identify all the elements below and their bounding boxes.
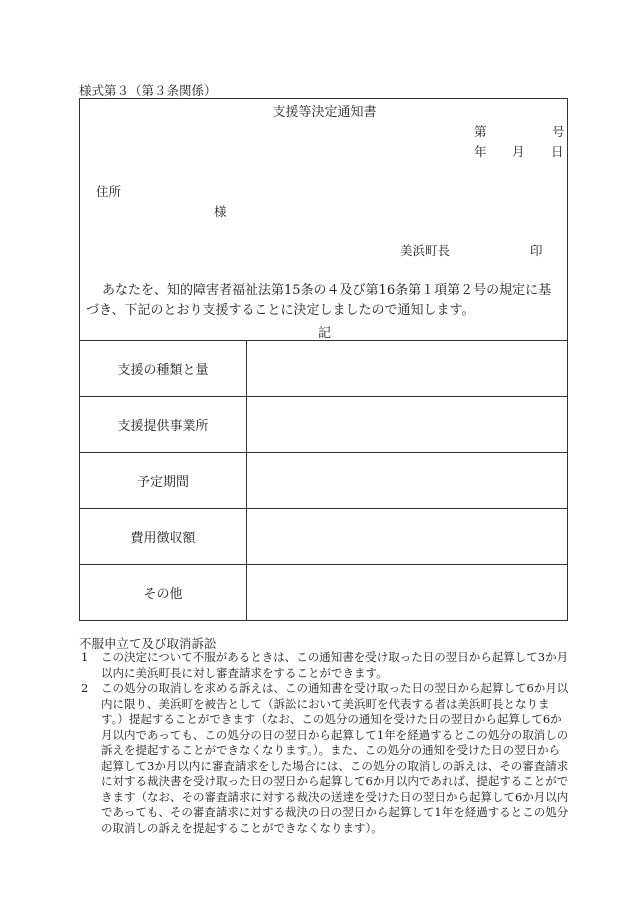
table-row [80,565,568,621]
decision-items-table [79,340,568,621]
date-month-label: 月 [512,144,525,159]
item-label-provider: 支援提供事業所 [80,397,247,453]
item-value-period [247,453,568,509]
intro-paragraph: あなたを、知的障害者福祉法第15条の４及び第16条第１項第２号の規定に基づき、下記のとおり支援することに決定しましたので通知します。 [86,283,552,318]
table-row [80,453,568,509]
note-number: 2 [81,681,89,695]
item-label-support-type: 支援の種類と量 [80,341,247,397]
item-label-fee: 費用徴収額 [80,509,247,565]
table-row [80,509,568,565]
item-value-provider [247,397,568,453]
appeal-notes-title: 不服申立て及び取消訴訟 [79,636,217,651]
item-label-period: 予定期間 [80,453,247,509]
number-suffix-go: 号 [552,124,565,139]
item-value-other [247,565,568,621]
ki-heading: 記 [317,326,331,341]
appeal-note-2 [79,681,569,836]
item-value-support-type [247,341,568,397]
date-year-label: 年 [474,144,487,159]
appeal-note-1 [79,650,569,681]
seal-mark: 印 [530,243,543,258]
note-number: 1 [81,650,89,664]
notice-frame [79,98,568,621]
item-label-other: その他 [80,565,247,621]
recipient-honorific: 様 [214,204,227,219]
table-row [80,341,568,397]
address-label: 住所 [96,184,122,199]
issuer-title: 美浜町長 [400,243,451,258]
item-value-fee [247,509,568,565]
note-text: この処分の取消しを求める訴えは、この通知書を受け取った日の翌日から起算して6か月以内に限り、美浜町を被告として（訴訟において美浜町を代表する者は美浜町長となります。）提起することができます（なお、この処分の通知を受けた日の翌日から起算して6か月以内であっても、この処分の日の翌日から起算して1年を経過するとこの処分の取消しの訴えを提起することができなくなります。）。また、この処分の通知を受けた日の翌日から起算して3か月以内に審査請求をした場合には、この処分の取消しの訴えは、その審査請求に対する裁決書を受け取った日の翌日から起算して6か月以内であれば、提起することができます（なお、その審査請求に対する裁決の送達を受けた日の翌日から起算して6か月以内であっても、その審査請求に対する裁決の日の翌日から起算して1年を経過するとこの処分の取消しの訴えを提起することができなくなります）。 [101,681,569,835]
form-number-label: 様式第３（第３条関係） [79,83,217,98]
number-prefix-dai: 第 [474,124,487,139]
table-row [80,397,568,453]
document-title: 支援等決定通知書 [272,105,377,120]
note-text: この決定について不服があるときは、この通知書を受け取った日の翌日から起算して3か月以内に美浜町長に対し審査請求をすることができます。 [101,650,569,680]
date-day-label: 日 [551,144,564,159]
